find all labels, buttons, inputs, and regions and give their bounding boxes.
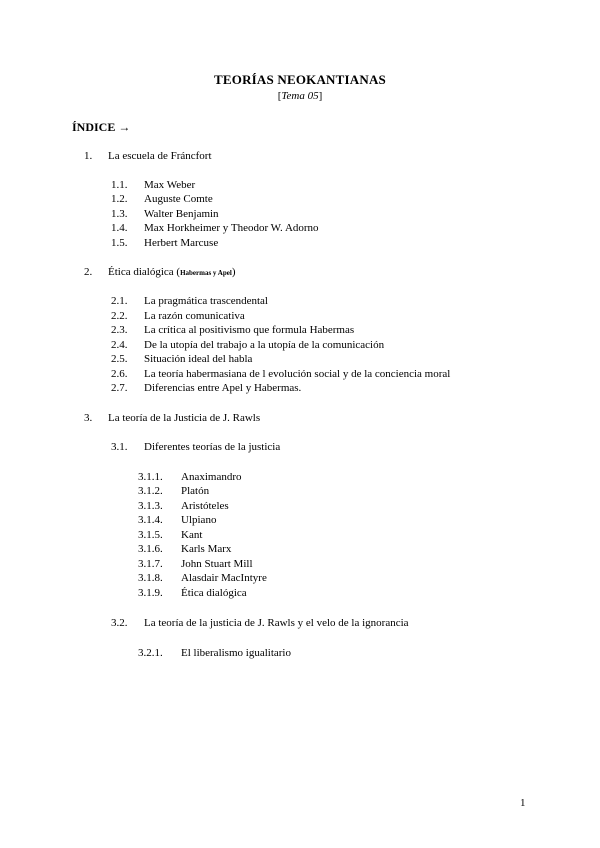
page-number: 1	[520, 797, 526, 809]
list-item: Aristóteles	[181, 500, 229, 512]
item-num: 2.6.	[111, 368, 128, 380]
item-num: 1.5.	[111, 237, 128, 249]
item-num: 2.4.	[111, 339, 128, 351]
list-item: La razón comunicativa	[144, 310, 245, 322]
section-2-note: Habermas y Apel	[180, 269, 232, 277]
list-item: Platón	[181, 485, 210, 497]
list-item: Diferentes teorías de la justicia	[144, 441, 281, 453]
list-item: La crítica al positivismo que formula Habermas	[144, 324, 355, 336]
item-num: 3.1.	[111, 441, 128, 453]
list-item: Herbert Marcuse	[144, 237, 219, 249]
document-title: TEORÍAS NEOKANTIANAS	[214, 72, 386, 87]
section-1-label: La escuela de Fráncfort	[108, 150, 212, 162]
index-heading: ÍNDICE →	[72, 120, 131, 134]
item-num: 2.2.	[111, 310, 128, 322]
item-num: 3.1.6.	[138, 543, 163, 555]
list-item: Kant	[181, 529, 203, 541]
list-item: Auguste Comte	[144, 193, 213, 205]
item-num: 2.7.	[111, 382, 128, 394]
section-3-label: La teoría de la Justicia de J. Rawls	[108, 412, 261, 424]
item-num: 1.4.	[111, 222, 128, 234]
item-num: 3.1.4.	[138, 514, 163, 526]
section-2: 2.	[84, 266, 93, 278]
item-num: 1.2.	[111, 193, 128, 205]
item-num: 3.1.8.	[138, 572, 163, 584]
section-3: 3.	[84, 412, 93, 424]
item-num: 2.5.	[111, 353, 128, 365]
subtitle-topic: Tema 05	[281, 90, 319, 102]
document-subtitle: [Tema 05]	[277, 90, 323, 102]
item-num: 2.3.	[111, 324, 128, 336]
list-item: Max Horkheimer y Theodor W. Adorno	[144, 222, 319, 234]
section-1: 1.	[84, 150, 93, 162]
list-item: De la utopía del trabajo a la utopía de la comunicación	[144, 339, 385, 351]
section-2-label: Ética dialógica (Habermas y Apel)	[108, 266, 236, 278]
list-item: La teoría de la justicia de J. Rawls y el velo de la ignorancia	[144, 617, 409, 629]
list-item: El liberalismo igualitario	[181, 647, 291, 659]
item-num: 1.1.	[111, 179, 128, 191]
item-num: 3.2.	[111, 617, 128, 629]
item-num: 3.2.1.	[138, 647, 163, 659]
item-num: 3.1.9.	[138, 587, 163, 599]
item-num: 3.1.7.	[138, 558, 163, 570]
item-num: 3.1.1.	[138, 471, 163, 483]
list-item: Situación ideal del habla	[144, 353, 253, 365]
list-item: Ulpiano	[181, 514, 217, 526]
list-item: Karls Marx	[181, 543, 232, 555]
item-num: 1.3.	[111, 208, 128, 220]
list-item: Anaximandro	[181, 471, 242, 483]
list-item: La pragmática trascendental	[144, 295, 268, 307]
list-item: Diferencias entre Apel y Habermas.	[144, 382, 302, 394]
item-num: 3.1.5.	[138, 529, 163, 541]
list-item: Ética dialógica	[181, 587, 247, 599]
list-item: Max Weber	[144, 179, 196, 191]
item-num: 3.1.3.	[138, 500, 163, 512]
item-num: 2.1.	[111, 295, 128, 307]
list-item: John Stuart Mill	[181, 558, 253, 570]
list-item: Walter Benjamin	[144, 208, 219, 220]
list-item: La teoría habermasiana de l evolución social y de la conciencia moral	[144, 368, 451, 380]
list-item: Alasdair MacIntyre	[181, 572, 267, 584]
item-num: 3.1.2.	[138, 485, 163, 497]
